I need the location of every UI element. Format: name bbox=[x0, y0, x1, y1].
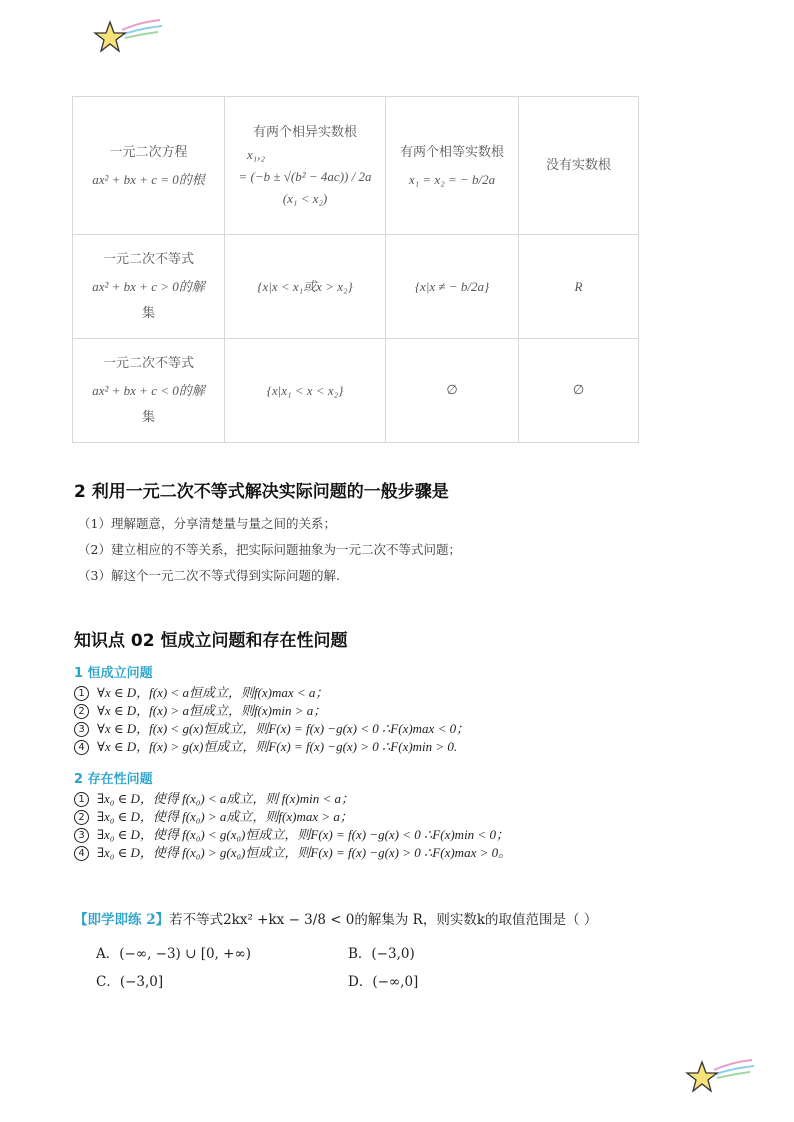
cell-text: 有两个相等实数根 bbox=[399, 144, 504, 160]
question-stem: 若不等式2kx² +kx − 3/8 < 0的解集为 R，则实数k的取值范围是（ ） bbox=[169, 912, 598, 928]
cell-formula: x₁,₂ bbox=[247, 146, 266, 162]
circled-number-icon: 3 bbox=[74, 828, 89, 843]
cell-formula bbox=[225, 235, 386, 339]
practice-question bbox=[74, 908, 597, 928]
quadratic-summary-table bbox=[72, 96, 639, 443]
item-text: ∃x₀ ∈ D，使得 f(x₀) < a成立，则 f(x)min < a； bbox=[97, 791, 354, 806]
step-line: （2）建立相应的不等关系，把实际问题抽象为一元二次不等式问题； bbox=[78, 542, 461, 557]
list-item bbox=[74, 718, 469, 737]
item-text: ∀x ∈ D，f(x) < g(x)恒成立，则F(x) = f(x) −g(x) < 0 ∴F(x)max < 0； bbox=[97, 721, 470, 736]
label-line: 集 bbox=[141, 410, 155, 425]
cell-formula-text: R bbox=[574, 279, 583, 294]
cell-formula-text: {x|x < x₁或x > x₂} bbox=[257, 279, 353, 294]
label-line: 一元二次不等式 bbox=[102, 356, 194, 371]
circled-number-icon: 3 bbox=[74, 722, 89, 737]
circled-number-icon: 2 bbox=[74, 810, 89, 825]
option-b[interactable]: B．(−3,0) bbox=[348, 946, 415, 962]
table-row bbox=[73, 235, 639, 339]
subheading: 2 存在性问题 bbox=[74, 772, 153, 787]
cell-formula: = (−b ± √(b² − 4ac)) / 2a bbox=[238, 168, 372, 184]
table-row bbox=[73, 97, 639, 235]
star-decoration-top-icon bbox=[92, 16, 164, 58]
circled-number-icon: 2 bbox=[74, 704, 89, 719]
label-line: 集 bbox=[141, 306, 155, 321]
cell-formula-text: {x|x ≠ − b/2a} bbox=[414, 279, 490, 294]
cell-text: 没有实数根 bbox=[545, 158, 611, 173]
cell-formula bbox=[519, 339, 639, 443]
cell-formula bbox=[519, 235, 639, 339]
cell-formula-text: ∅ bbox=[572, 383, 585, 398]
list-item bbox=[74, 842, 511, 861]
star-decoration-bottom-icon bbox=[684, 1056, 756, 1098]
item-text: ∃x₀ ∈ D，使得 f(x₀) < g(x₀)恒成立，则F(x) = f(x) −g(x) < 0 ∴F(x)min < 0； bbox=[97, 827, 509, 842]
row-label bbox=[73, 97, 225, 235]
cell-no-root bbox=[519, 97, 639, 235]
step-line: （3）解这个一元二次不等式得到实际问题的解. bbox=[78, 568, 340, 583]
label-line: ax² + bx + c = 0的根 bbox=[92, 171, 205, 187]
row-label bbox=[73, 235, 225, 339]
row-label bbox=[73, 339, 225, 443]
cell-formula bbox=[386, 235, 519, 339]
cell-formula-text: ∅ bbox=[446, 383, 458, 398]
circled-number-icon: 4 bbox=[74, 846, 89, 861]
cell-two-roots bbox=[225, 97, 386, 235]
cell-formula-text: {x|x₁ < x < x₂} bbox=[266, 383, 344, 398]
circled-number-icon: 1 bbox=[74, 686, 89, 701]
cell-double-root bbox=[386, 97, 519, 235]
item-text: ∀x ∈ D，f(x) > a恒成立，则f(x)min > a； bbox=[97, 703, 327, 718]
cell-formula bbox=[386, 339, 519, 443]
knowledge-point-heading: 知识点 02 恒成立问题和存在性问题 bbox=[74, 631, 348, 651]
cell-formula bbox=[225, 339, 386, 443]
list-item bbox=[74, 806, 353, 825]
label-line: ax² + bx + c > 0的解 bbox=[92, 279, 205, 294]
cell-formula: x₁ = x₂ = − b/2a bbox=[408, 171, 496, 187]
item-text: ∃x₀ ∈ D，使得 f(x₀) > a成立，则f(x)max > a； bbox=[97, 809, 353, 824]
circled-number-icon: 4 bbox=[74, 740, 89, 755]
subheading: 1 恒成立问题 bbox=[74, 666, 153, 681]
label-line: 一元二次不等式 bbox=[102, 252, 194, 267]
option-d[interactable]: D．(−∞,0] bbox=[348, 974, 419, 990]
list-item bbox=[74, 824, 509, 843]
cell-formula: (x₁ < x₂) bbox=[282, 190, 328, 206]
question-tag: 【即学即练 2】 bbox=[74, 912, 170, 928]
option-a[interactable]: A．(−∞, −3) ∪ [0, +∞) bbox=[96, 946, 251, 962]
list-item bbox=[74, 700, 326, 719]
cell-text: 有两个相异实数根 bbox=[252, 124, 357, 140]
section-heading: 2 利用一元二次不等式解决实际问题的一般步骤是 bbox=[74, 482, 449, 502]
list-item bbox=[74, 682, 328, 701]
label-line: 一元二次方程 bbox=[109, 144, 188, 160]
step-line: （1）理解题意，分享清楚量与量之间的关系； bbox=[78, 516, 336, 531]
option-c[interactable]: C．(−3,0] bbox=[96, 974, 164, 990]
table-row bbox=[73, 339, 639, 443]
circled-number-icon: 1 bbox=[74, 792, 89, 807]
item-text: ∀x ∈ D，f(x) > g(x)恒成立，则F(x) = f(x) −g(x) > 0 ∴F(x)min > 0. bbox=[97, 739, 458, 754]
list-item bbox=[74, 736, 457, 755]
item-text: ∃x₀ ∈ D，使得 f(x₀) > g(x₀)恒成立，则F(x) = f(x) −g(x) > 0 ∴F(x)max > 0。 bbox=[97, 845, 512, 860]
label-line: ax² + bx + c < 0的解 bbox=[92, 383, 205, 398]
item-text: ∀x ∈ D，f(x) < a恒成立，则f(x)max < a； bbox=[97, 685, 329, 700]
list-item bbox=[74, 788, 354, 807]
